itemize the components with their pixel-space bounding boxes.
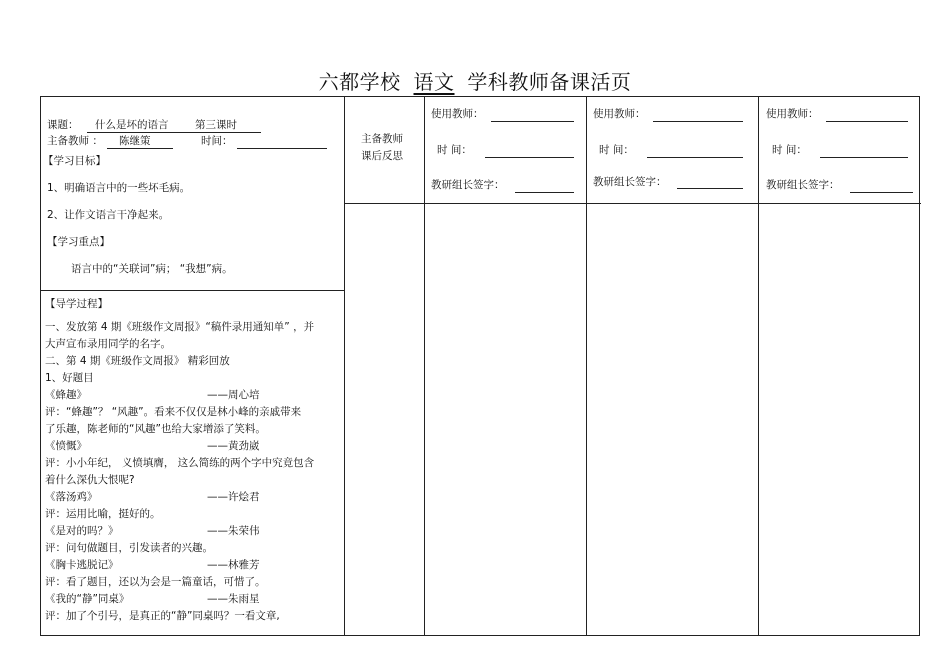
school-name: 六都学校: [318, 70, 401, 94]
topic-value: 什么是坏的语言: [95, 119, 169, 131]
process-line: 大声宣布录用同学的名字。: [45, 338, 171, 350]
user-teacher-underline: [826, 121, 908, 122]
divider-left-row: [41, 290, 344, 291]
user-time-underline: [647, 157, 743, 158]
item-author: ——林雅芳: [207, 559, 260, 571]
time-underline: [237, 148, 327, 149]
focus-header: 【学习重点】: [47, 236, 110, 248]
process-line: 一、发放第 4 期《班级作文周报》“稿件录用通知单” ，并: [45, 321, 315, 333]
topic-underline: [87, 132, 261, 133]
item-title: 《蜂趣》: [45, 389, 87, 401]
page-title: [0, 66, 950, 95]
user-time-underline: [485, 157, 574, 158]
item-comment: 了乐趣，陈老师的“风趣”也给大家增添了笑料。: [45, 423, 266, 435]
user-teacher-label: 使用教师：: [593, 108, 646, 120]
goal-2: 2、让作文语言干净起来。: [47, 209, 170, 221]
item-comment: 评：加了个引号，是真正的“静”同桌吗？一看文章,: [45, 610, 280, 622]
user-sign-underline: [850, 192, 913, 193]
item-comment: 评：运用比喻，挺好的。: [45, 508, 161, 520]
item-author: ——朱雨星: [207, 593, 260, 605]
user-teacher-label: 使用教师：: [431, 108, 484, 120]
item-comment: 评：看了题目，还以为会是一篇童话，可惜了。: [45, 576, 266, 588]
user-teacher-label: 使用教师：: [766, 108, 819, 120]
process-header: 【导学过程】: [45, 298, 108, 310]
item-title: 《我的“静”同桌》: [45, 593, 130, 605]
item-author: ——黄劲崴: [207, 440, 260, 452]
item-comment: 评：问句做题目，引发读者的兴趣。: [45, 542, 213, 554]
item-comment: 评：小小年纪， 义愤填膺， 这么简练的两个字中究竟包含: [45, 457, 315, 469]
item-comment: 着什么深仇大恨呢?: [45, 474, 135, 486]
item-title: 《是对的吗？》: [45, 525, 119, 537]
reflection-label: 主备教师: [361, 133, 403, 145]
subject-name: 语文: [413, 70, 455, 94]
reflection-label: 课后反思: [361, 150, 403, 162]
time-label: 时间：: [201, 135, 233, 147]
item-comment: 评：“蜂趣”？ “风趣”。看来不仅仅是林小峰的亲戚带来: [45, 406, 302, 418]
item-author: ——朱荣伟: [207, 525, 260, 537]
divider-col-3: [586, 97, 587, 635]
teacher-value: 陈继策: [119, 135, 151, 147]
teacher-label: 主备教师 ：: [47, 135, 103, 147]
title-suffix: 学科教师备课活页: [467, 70, 632, 94]
user-sign-label: 教研组长签字：: [593, 176, 667, 188]
user-time-label: 时 间：: [599, 144, 634, 156]
process-line: 1、好题目: [45, 372, 94, 384]
divider-right-row: [344, 203, 921, 204]
divider-col-4: [758, 97, 759, 635]
user-teacher-underline: [491, 121, 574, 122]
user-sign-underline: [677, 188, 743, 189]
user-time-label: 时 间：: [437, 144, 472, 156]
goal-1: 1、明确语言中的一些坏毛病。: [47, 182, 191, 194]
goal-header: 【学习目标】: [43, 155, 106, 167]
period-value: 第三课时: [195, 119, 237, 131]
topic-label: 课题：: [47, 119, 79, 131]
teacher-underline: [107, 148, 173, 149]
focus-text: 语言中的“关联词”病； “我想”病。: [71, 263, 233, 275]
lesson-table: [40, 96, 920, 636]
divider-col-1: [344, 97, 345, 635]
user-time-underline: [820, 157, 908, 158]
user-teacher-underline: [653, 121, 743, 122]
item-author: ——许烩君: [207, 491, 260, 503]
divider-col-2: [424, 97, 425, 635]
item-title: 《愤慨》: [45, 440, 87, 452]
item-title: 《胸卡逃脱记》: [45, 559, 119, 571]
item-title: 《落汤鸡》: [45, 491, 98, 503]
process-line: 二、第 4 期《班级作文周报》 精彩回放: [45, 355, 230, 367]
user-sign-underline: [515, 192, 574, 193]
user-time-label: 时 间：: [772, 144, 807, 156]
user-sign-label: 教研组长签字：: [431, 179, 505, 191]
item-author: ——周心培: [207, 389, 260, 401]
user-sign-label: 教研组长签字：: [766, 179, 840, 191]
